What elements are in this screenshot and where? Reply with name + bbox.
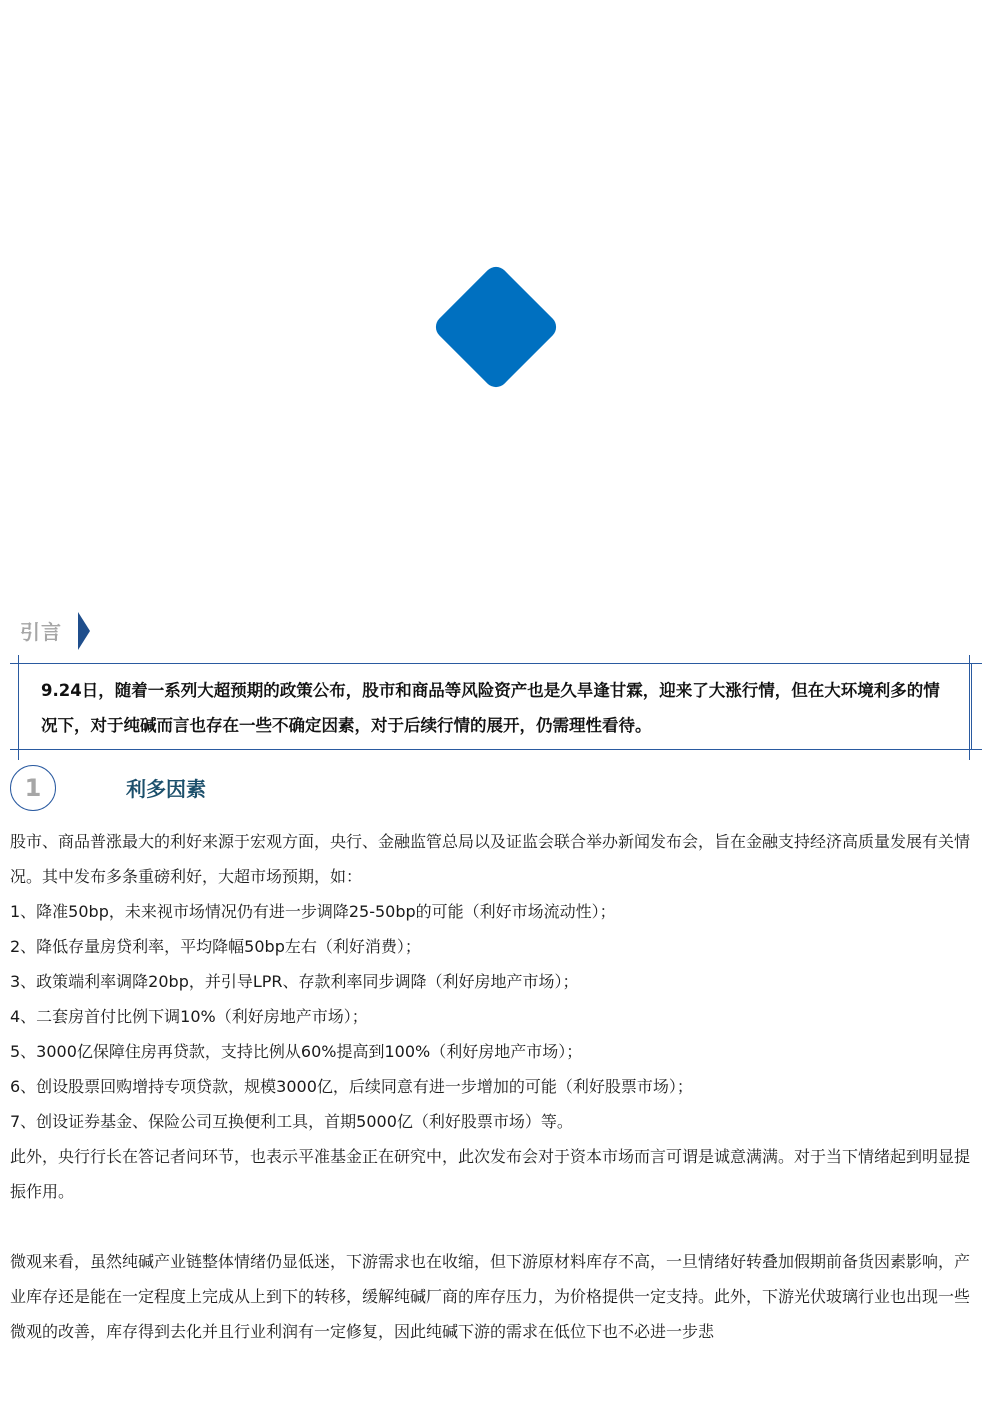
list-item: 6、创设股票回购增持专项贷款，规模3000亿，后续同意有进一步增加的可能（利好股票市场）； [10, 1077, 693, 1096]
intro-bottom-rule [10, 749, 982, 750]
section-heading [10, 765, 410, 811]
intro-box [18, 663, 972, 749]
company-logo [424, 255, 568, 399]
intro-label: 引言 [20, 619, 62, 644]
list-item: 2、降低存量房贷利率，平均降幅50bp左右（利好消费）； [10, 937, 421, 956]
arrow-right-icon [78, 612, 90, 650]
paragraph-micro: 微观来看，虽然纯碱产业链整体情绪仍显低迷，下游需求也在收缩，但下游原材料库存不高，一旦情绪好转叠加假期前备货因素影响，产业库存还是能在一定程度上完成从上到下的转移，缓解纯碱厂商的库存压力，为价格提供一定支持。此外，下游光伏玻璃行业也出现一些微观的改善，库存得到去化并且行业利润有一定修复，因此纯碱下游的需求在低位下也不必进一步悲 [10, 1252, 971, 1341]
intro-tag [10, 612, 82, 648]
list-item: 1、降准50bp，未来视市场情况仍有进一步调降25-50bp的可能（利好市场流动性）； [10, 902, 616, 921]
intro-text: 9.24日，随着一系列大超预期的政策公布，股市和商品等风险资产也是久旱逢甘霖，迎来了大涨行情，但在大环境利多的情况下，对于纯碱而言也存在一些不确定因素，对于后续行情的展开，仍需理性看待。 [41, 681, 940, 735]
section-body [10, 824, 985, 1209]
paragraph-intro: 股市、商品普涨最大的利好来源于宏观方面，央行、金融监管总局以及证监会联合举办新闻发布会，旨在金融支持经济高质量发展有关情况。其中发布多条重磅利好，大超市场预期，如： [10, 832, 971, 886]
section-number: 1 [10, 765, 56, 811]
section-body-micro [10, 1244, 985, 1349]
paragraph-followup: 此外，央行行长在答记者问环节，也表示平准基金正在研究中，此次发布会对于资本市场而言可谓是诚意满满。对于当下情绪起到明显提振作用。 [10, 1147, 971, 1201]
list-item: 5、3000亿保障住房再贷款，支持比例从60%提高到100%（利好房地产市场）； [10, 1042, 583, 1061]
list-item: 4、二套房首付比例下调10%（利好房地产市场）； [10, 1007, 368, 1026]
section-title: 利多因素 [126, 777, 206, 801]
blue-diamond-logo-icon [424, 255, 568, 399]
list-item: 3、政策端利率调降20bp，并引导LPR、存款利率同步调降（利好房地产市场）； [10, 972, 579, 991]
list-item: 7、创设证券基金、保险公司互换便利工具，首期5000亿（利好股票市场）等。 [10, 1112, 573, 1131]
